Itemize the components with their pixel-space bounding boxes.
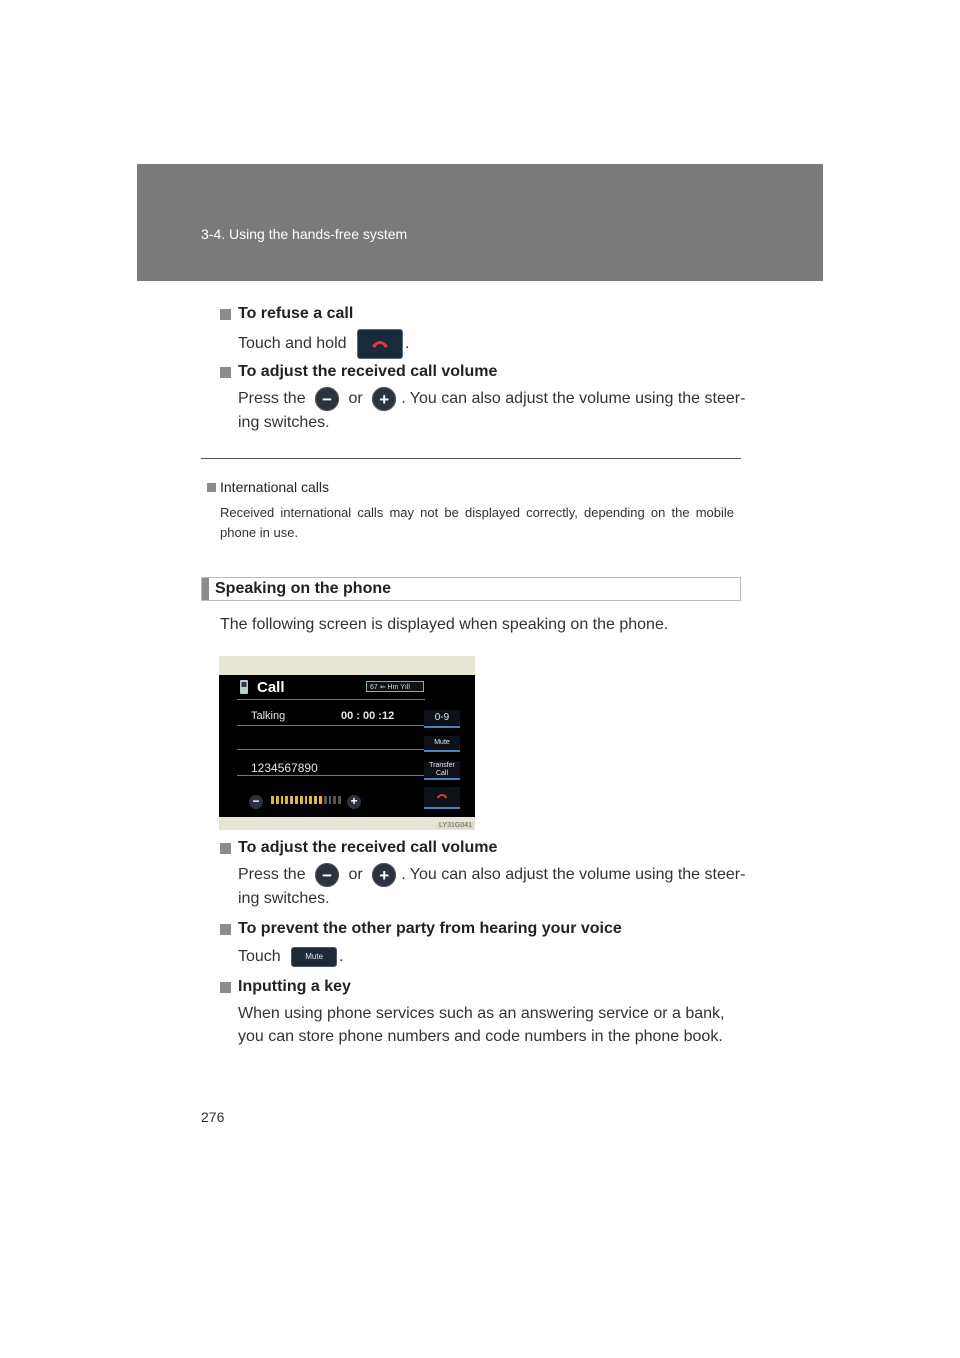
page-header xyxy=(137,164,823,281)
transfer-call-button[interactable]: Transfer Call xyxy=(424,761,460,780)
mute-icon: Mute xyxy=(291,947,337,967)
divider xyxy=(237,749,425,750)
screen-title: Call xyxy=(257,679,285,696)
call-screen-illustration xyxy=(219,656,475,830)
volume-text: Press the − or + . You can also adjust the volume using the steer- xyxy=(238,387,745,411)
divider xyxy=(237,725,425,726)
refuse-heading: To refuse a call xyxy=(220,305,353,323)
volume-down-button[interactable]: − xyxy=(249,795,263,809)
key-text-line2: you can store phone numbers and code numbers in the phone book. xyxy=(238,1028,723,1045)
divider xyxy=(201,458,741,459)
key-heading: Inputting a key xyxy=(220,978,351,996)
bullet-square-icon xyxy=(207,483,216,492)
bullet-square-icon xyxy=(220,367,231,378)
hang-up-icon xyxy=(435,792,449,800)
plus-icon: + xyxy=(372,863,396,887)
talking-label: Talking xyxy=(251,710,286,722)
minus-icon: − xyxy=(315,387,339,411)
volume-heading-2: To adjust the received call volume xyxy=(220,839,497,857)
mute-text: Touch Mute . xyxy=(238,948,344,965)
volume-text-line2: ing switches. xyxy=(238,414,330,431)
section-accent xyxy=(202,578,209,600)
phone-icon xyxy=(239,679,249,695)
status-indicator: 67 ⇐ Hm Yıll xyxy=(366,681,424,692)
section-heading-bar xyxy=(201,577,741,601)
section-intro: The following screen is displayed when speaking on the phone. xyxy=(220,616,669,633)
hang-up-button[interactable] xyxy=(424,787,460,809)
keypad-button[interactable]: 0-9 xyxy=(424,710,460,728)
divider xyxy=(237,699,425,700)
call-timer: 00 : 00 :12 xyxy=(341,710,395,722)
key-text-line1: When using phone services such as an answering service or a bank, xyxy=(238,1005,725,1022)
section-title: 3-4. Using the hands-free system xyxy=(201,226,408,242)
note-text: Received international calls may not be displayed correctly, depending on the mobile phone in use. xyxy=(220,505,734,540)
volume-bar xyxy=(271,796,341,804)
hang-up-icon xyxy=(357,329,403,359)
section-heading: Speaking on the phone xyxy=(215,580,392,597)
volume-heading: To adjust the received call volume xyxy=(220,363,497,381)
bullet-square-icon xyxy=(220,982,231,993)
plus-icon: + xyxy=(372,387,396,411)
phone-number: 1234567890 xyxy=(251,761,318,775)
mute-heading: To prevent the other party from hearing your voice xyxy=(220,920,622,938)
call-screen xyxy=(219,675,475,817)
minus-icon: − xyxy=(315,863,339,887)
page-number: 276 xyxy=(201,1109,225,1125)
volume-text-2: Press the − or + . You can also adjust the volume using the steer- xyxy=(238,863,745,887)
volume-up-button[interactable]: + xyxy=(347,795,361,809)
mute-button[interactable]: Mute xyxy=(424,736,460,752)
refuse-text: Touch and hold . xyxy=(238,329,409,359)
note-heading: International calls xyxy=(207,479,329,495)
divider xyxy=(237,775,425,776)
bullet-square-icon xyxy=(220,309,231,320)
volume-text-2-line2: ing switches. xyxy=(238,890,330,907)
bullet-square-icon xyxy=(220,924,231,935)
image-id: LY31G041 xyxy=(439,822,472,829)
bullet-square-icon xyxy=(220,843,231,854)
